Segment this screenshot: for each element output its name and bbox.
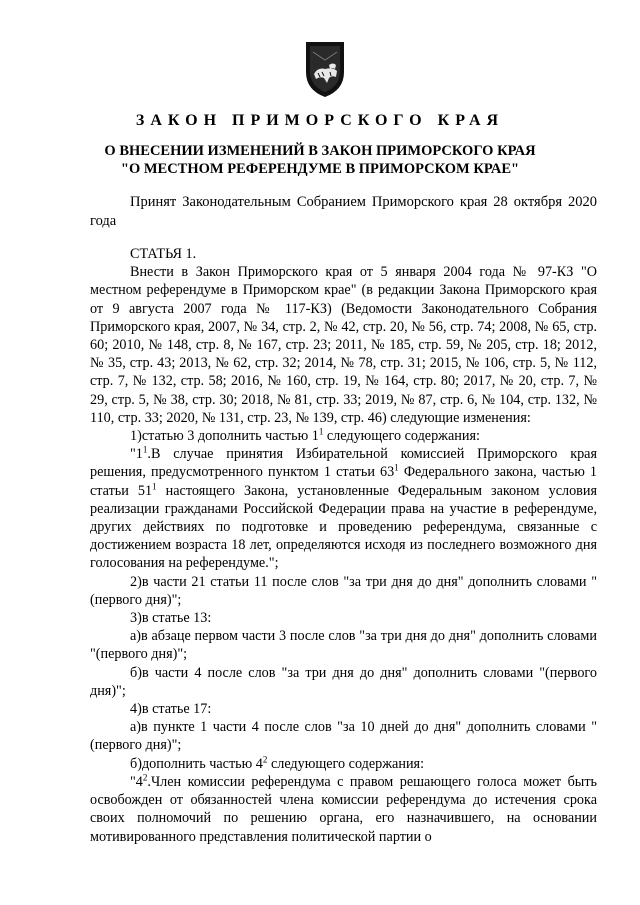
coat-of-arms-tiger-icon (303, 40, 347, 98)
subtitle-line: О ВНЕСЕНИИ ИЗМЕНЕНИЙ В ЗАКОН ПРИМОРСКОГО КРАЯ (104, 143, 536, 159)
quoted-part-4-2: "$4^2.Член$ комиссии референдума с правом решающего голоса может быть освобожден от обязанностей члена комиссии референдума до истечения срока своих полномочий по решению органа, его назначившего, на основании мотивированного представления политической партии о (90, 772, 597, 845)
amendment-item-3a: а)в абзаце первом части 3 после слов "за три дня до дня" дополнить словами "(первого дня)"; (90, 628, 597, 663)
amendment-item-2: 2)в части 21 статьи 11 после слов "за три дня до дня" дополнить словами "(первого дня)"; (90, 573, 597, 608)
law-subtitle (0, 142, 640, 178)
article-heading: СТАТЬЯ 1. (130, 246, 197, 262)
adoption-statement: Принят Законодательным Собранием Приморского края 28 октября 2020 года (90, 194, 597, 229)
amendment-item-1: 1)статью 3 дополнить частью $1^1$ следующего содержания: (130, 426, 480, 445)
amendment-item-4a: а)в пункте 1 части 4 после слов "за 10 дней до дня" дополнить словами "(первого дня)"; (90, 719, 597, 754)
law-title: ЗАКОН ПРИМОРСКОГО КРАЯ (135, 112, 505, 129)
quoted-part-1-1: "$1^1.В$ случае принятия Избирательной комиссией Приморского края решения, предусмотренного пунктом 1 статьи $63^1$ Федерального закона, частью 1 статьи $51^1$ настоящего Закона, установленные Федеральным законом условия реализации гражданами Российской Федерации права на участие в референдуме, других действиях по подготовке и проведению референдума, связанные с достижением возраста 18 лет, определяются исходя из последнего возможного дня голосования на референдуме."; (90, 444, 597, 572)
article-body (90, 245, 597, 846)
subtitle-line: "О МЕСТНОМ РЕФЕРЕНДУМЕ В ПРИМОРСКОМ КРАЕ" (120, 161, 520, 177)
article-intro: Внести в Закон Приморского края от 5 января 2004 года № 97-КЗ "О местном референдуме в Приморском крае" (в редакции Закона Приморского края от 9 августа 2007 года № 117-КЗ) (Ведомости Законодательного Собрания Приморского края, 2007, № 34, стр. 2, № 42, стр. 20, № 56, стр. 74; 2008, № 65, стр. 60; 2010, № 148, стр. 8, № 167, стр. 23; 2011, № 185, стр. 59, № 205, стр. 18; 2012, № 35, стр. 43; 2013, № 62, стр. 32; 2014, № 78, стр. 31; 2015, № 106, стр. 5, № 112, стр. 7, № 132, стр. 58; 2016, № 160, стр. 19, № 164, стр. 80; 2017, № 20, стр. 7, № 29, стр. 5, № 38, стр. 30; 2018, № 81, стр. 33; 2019, № 87, стр. 6, № 104, стр. 132, № 110, стр. 33; 2020, № 131, стр. 23, № 139, стр. 46) следующие изменения: (90, 264, 597, 426)
amendment-item-3: 3)в статье 13: (130, 610, 212, 627)
amendment-item-4: 4)в статье 17: (130, 701, 212, 718)
amendment-item-3b: б)в части 4 после слов "за три дня до дня" дополнить словами "(первого дня)"; (90, 664, 597, 699)
amendment-item-4b: б)дополнить частью $4^2$ следующего содержания: (130, 753, 425, 772)
